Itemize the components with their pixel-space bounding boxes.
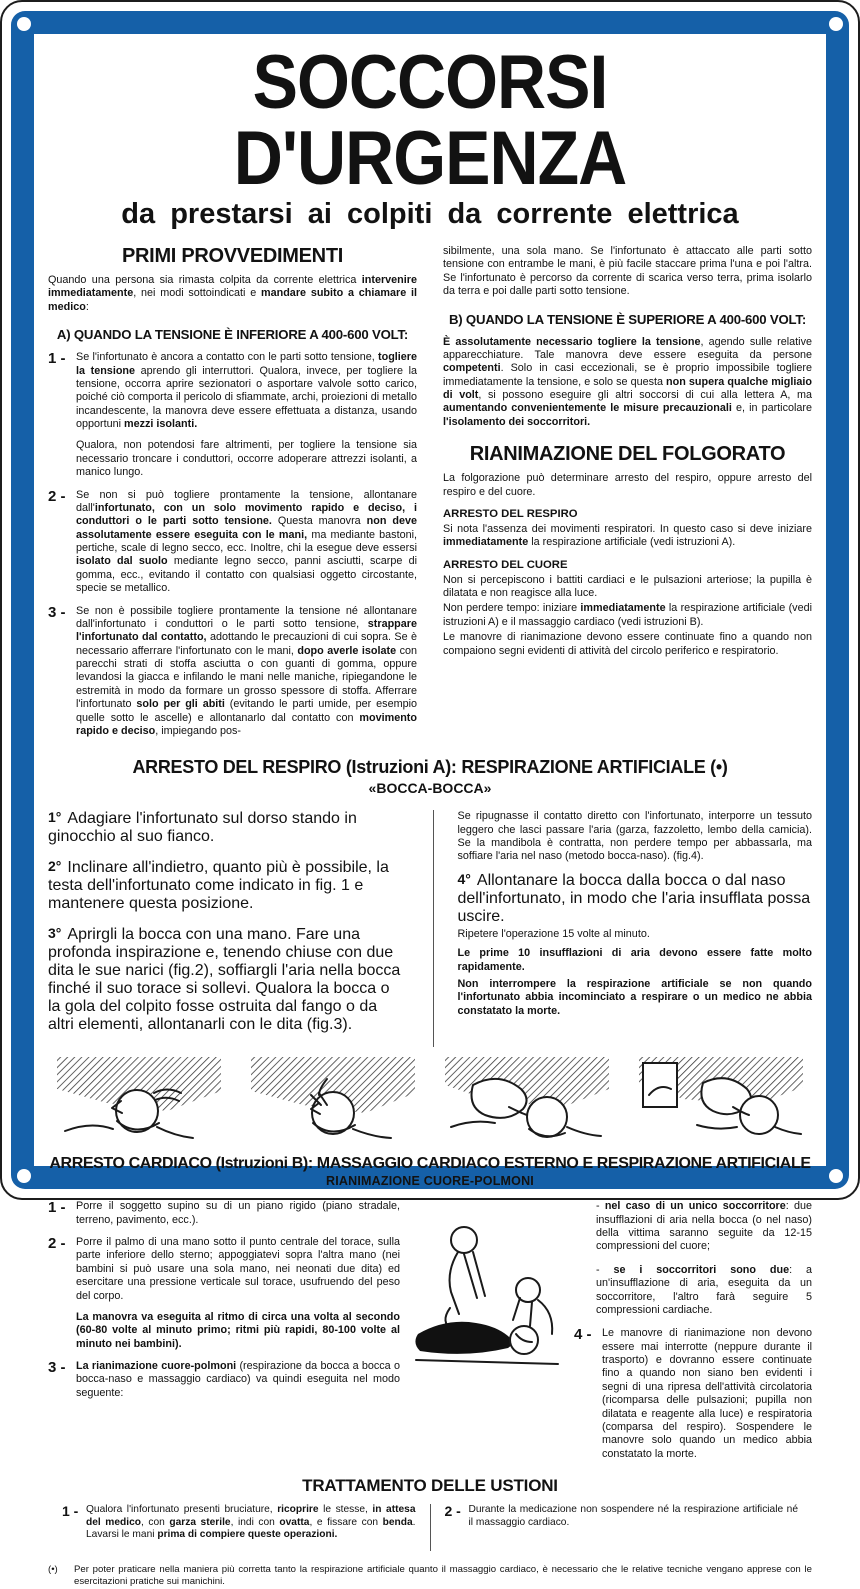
cpr-two-rescuers-illustration <box>412 1214 562 1374</box>
item-number: 4 - <box>574 1326 592 1344</box>
item-number: 1 - <box>48 1199 66 1217</box>
step-text: Ripetere l'operazione 15 volte al minuto. <box>457 927 650 940</box>
primi-provvedimenti-heading: PRIMI PROVVEDIMENTI <box>122 245 343 267</box>
figure-row <box>48 1055 812 1147</box>
ustioni-right-column <box>430 1504 813 1551</box>
item-paragraph: Qualora l'infortunato presenti bruciature, ricoprire le stesse, in attesa del medico, con garza sterile, indi con ovatta, e fissare con benda. Lavarsi le mani prima di compiere queste operazioni. <box>86 1504 416 1541</box>
item-number: 1 - <box>48 350 66 368</box>
item-paragraph: Durante la medicazione non sospendere né la respirazione artificiale né il massaggio cardiaco. <box>468 1504 798 1528</box>
figure-4-mouth-to-nose-illustration <box>637 1055 805 1147</box>
respirazione-right-intro: Se ripugnasse il contatto diretto con l'infortunato, interporre un tessuto leggero che lasci passare l'aria (garza, fazzoletto, lembo della camicia). Se la mandibola è contratta, non perdere tempo per abbassarla, ma soffiare l'aria nel naso (metodo bocca-naso). (fig.4). <box>457 810 812 863</box>
section-a-heading: A) QUANDO LA TENSIONE È INFERIORE A 400-600 VOLT: <box>56 327 409 343</box>
arresto-respiro-paragraph: Si nota l'assenza dei movimenti respiratori. In questo caso si deve iniziare immediatamente la respirazione artificiale (vedi istruzioni A). <box>443 522 812 549</box>
list-item <box>574 1327 812 1461</box>
bold-note: Non interrompere la respirazione artificiale se non quando l'infortunato abbia incominciato a respirare o un medico ne abbia constatato la morte. <box>457 977 812 1017</box>
arresto-cuore-paragraph: Non si percepiscono i battiti cardiaci e le pulsazioni arteriose; la pupilla è dilatata e non reagisce alla luce. <box>443 573 812 599</box>
arresto-cuore-subheading: ARRESTO DEL CUORE <box>443 558 568 571</box>
poster-subtitle: da prestarsi ai colpiti da corrente elettrica <box>121 198 739 230</box>
step-text: Allontanare la bocca dalla bocca o dal naso dell'infortunato, in modo che l'aria insufflata possa uscire. <box>457 871 811 925</box>
arresto-cuore-paragraph: Non perdere tempo: iniziare immediatamente la respirazione artificiale (vedi istruzioni A) e il massaggio cardiaco (vedi istruzioni B). <box>443 602 812 628</box>
top-right-column <box>443 245 812 747</box>
item-number: 3 - <box>48 603 66 621</box>
list-item <box>48 1236 400 1351</box>
mounting-hole-top-left <box>17 17 31 31</box>
item-number: 2 - <box>48 1235 66 1252</box>
ustioni-left-column <box>48 1504 430 1551</box>
arresto-respiro-subheading: ARRESTO DEL RESPIRO <box>443 507 578 520</box>
figure-3-mouth-to-mouth-illustration <box>443 1055 611 1147</box>
step <box>48 810 403 846</box>
footnote-marker: (•) <box>48 1563 58 1575</box>
item-paragraph: Se non si può togliere prontamente la tensione, allontanare dall'infortunato, con un solo movimento rapido e deciso, i conduttori o le parti sotto tensione. Questa manovra non deve assolutamente essere eseguita con le mani, ma mediante bastoni, pertiche, scale di legno secco, ecc. Inoltre, chi la esegue deve essersi isolato dal suolo mediante legno secco, panni asciutti, scarpe di gomma, ecc., evitando il contatto con qualsiasi oggetto circostante, specie se metallico. <box>76 488 417 595</box>
rianimazione-folgorato-heading: RIANIMAZIONE DEL FOLGORATO <box>469 443 786 466</box>
mounting-hole-bottom-left <box>17 1169 31 1183</box>
list-item <box>445 1504 799 1529</box>
list-item <box>48 351 417 479</box>
poster-content <box>48 38 812 1588</box>
top-left-column <box>48 245 417 747</box>
cardiaco-left-column <box>48 1200 400 1470</box>
step-number: 2° <box>48 858 62 875</box>
list-item <box>48 489 417 596</box>
item-paragraph: Se non è possibile togliere prontamente la tensione né allontanare dall'infortunato i conduttori o le parti sotto tensione, strappare l'infortunato dal contatto, adottando le precauzioni di cui sopra. Se è necessario afferrare l'infortunato con le mani, dopo averle isolate con parecchi strati di stoffa asciutta o con guanti di gomma, oppure levandosi la giacca e infilando le mani nelle maniche, ripiegandone le estremità in modo da formare un grosso spessore di stoffa. Afferrare l'infortunato solo per gli abiti (evitando le parti umide, per esempio quelle sotto le ascelle) e allontanarlo dal contatto con movimento rapido e deciso, impiegando pos- <box>76 604 418 737</box>
mounting-hole-bottom-right <box>829 1169 843 1183</box>
item-paragraph: Porre il soggetto supino su di un piano rigido (piano stradale, terreno, pavimento, ecc.). <box>76 1200 400 1226</box>
rianimazione-cuore-polmoni-subheading: RIANIMAZIONE CUORE-POLMONI <box>326 1174 534 1189</box>
item-number: 2 - <box>48 487 66 505</box>
trattamento-ustioni-heading: TRATTAMENTO DELLE USTIONI <box>302 1476 558 1495</box>
section-b-heading: B) QUANDO LA TENSIONE È SUPERIORE A 400-600 VOLT: <box>448 311 807 327</box>
step <box>48 926 403 1034</box>
item-number: 3 - <box>48 1359 66 1376</box>
mounting-hole-top-right <box>829 17 843 31</box>
item-paragraph: Porre il palmo di una mano sotto il punto centrale del torace, sulla parte inferiore dello sterno; appoggiatevi sopra l'altra mano (nei bambini si può usare una sola mano, nei neonati due dita) ed esercitare una pressione verticale sul torace, usufruendo del peso del corpo. <box>76 1236 400 1302</box>
arresto-cardiaco-heading: ARRESTO CARDIACO (Istruzioni B): MASSAGGIO CARDIACO ESTERNO E RESPIRAZIONE ARTIFICIALE <box>49 1155 811 1173</box>
step-text: Adagiare l'infortunato sul dorso stando in ginocchio al suo fianco. <box>48 810 357 846</box>
item-paragraph: Se l'infortunato è ancora a contatto con le parti sotto tensione, togliere la tensione aprendo gli interruttori. Qualora, invece, per togliere la tensione, occorra aprire sezionatori o asportare valvole sotto carico, poiché ciò comporta il pericolo di sfiammate, archi, proiezioni di metallo incandescente, la manovra deve essere effettuata a distanza, usando opportuni mezzi isolanti. <box>76 351 417 430</box>
item-paragraph-bold: La manovra va eseguita al ritmo di circa una volta al secondo (60-80 volte al minuto primo; ritmi più rapidi, 80-100 volte al minuto nei bambini). <box>76 1310 400 1350</box>
list-item <box>48 1200 400 1227</box>
primi-intro: Quando una persona sia rimasta colpita da corrente elettrica intervenire immediatamente, nei modi sottoindicati e mandare subito a chiamare il medico: <box>48 274 417 313</box>
list-item <box>62 1504 416 1542</box>
item-number: 1 - <box>62 1503 79 1519</box>
list-item <box>48 1360 400 1400</box>
cardiaco-columns <box>48 1200 812 1470</box>
step-text: Aprirgli la bocca con una mano. Fare una profonda inspirazione e, tenendo chiuse con due dita le sue narici (fig.2), soffiargli l'aria nella bocca finché il suo torace si sollevi. Qualora la bocca o la gola del colpito fosse ostruita dal fango o da altri elementi, allontanarli con le dita (fig.3). <box>48 926 401 1034</box>
footnote <box>48 1564 812 1589</box>
step <box>48 859 403 913</box>
step <box>458 872 813 926</box>
item-number: 2 - <box>444 1503 461 1519</box>
arresto-cuore-paragraph: Le manovre di rianimazione devono essere continuate fino a quando non compaiono segni evidenti di attività del circolo periferico e respiratorio. <box>443 631 812 657</box>
ustioni-columns <box>48 1504 812 1551</box>
step-number: 4° <box>457 870 471 887</box>
respirazione-right-column <box>433 810 813 1047</box>
respirazione-columns <box>48 810 812 1047</box>
folgorato-intro: La folgorazione può determinare arresto del respiro, oppure arresto del respiro e del cuore. <box>443 472 812 498</box>
bold-note: Le prime 10 insufflazioni di aria devono essere fatte molto rapidamente. <box>457 947 812 973</box>
top-columns <box>48 245 812 747</box>
section-b-paragraph: È assolutamente necessario togliere la tensione, agendo sulle relative apparecchiature. Tale manovra deve essere eseguita da persone competenti. Solo in casi eccezionali, se è proprio impossibile togliere immediatamente la tensione, e solo se questa non supera qualche migliaio di volt, si possono eseguire gli altri soccorsi di cui alla lettera A, ma aumentando convenientemente le misure precauzionali e, in particolare l'isolamento dei soccorritori. <box>443 335 812 428</box>
item-paragraph: La rianimazione cuore-polmoni (respirazione da bocca a bocca o bocca-naso e massaggio cardiaco) va quindi eseguita nel modo seguente: <box>76 1360 400 1399</box>
respirazione-heading: ARRESTO DEL RESPIRO (Istruzioni A): RESPIRAZIONE ARTIFICIALE (•) <box>132 757 728 778</box>
step-number: 3° <box>48 925 62 942</box>
rescuer-case-paragraph: - se i soccorritori sono due: a un'insufflazione di aria, eseguita da un soccorritore, l'altro farà seguire 5 compressioni cardiache. <box>596 1263 812 1316</box>
cpr-illustration-container <box>412 1200 562 1470</box>
step-text: Inclinare all'indietro, quanto più è possibile, la testa dell'infortunato come indicato in fig. 1 e mantenere questa posizione. <box>48 859 389 913</box>
poster-title: SOCCORSI D'URGENZA <box>233 39 627 201</box>
list-item <box>48 605 417 739</box>
footnote-text: Per poter praticare nella maniera più corretta tanto la respirazione artificiale quanto il massaggio cardiaco, è necessario che le relative tecniche vengano apprese con le esercitazioni pratiche sui manichini. <box>74 1563 812 1588</box>
item-paragraph: Le manovre di rianimazione non devono essere mai interrotte (neppure durante il trasporto) e dovranno essere continuate fino a quando non siano ben evidenti i segni di una ripresa dell'attività circolatoria (ricomparsa delle pulsazioni; pupilla non dilatata e reagente alla luce) e respiratoria (comparsa del respiro). Sospendere le manovre solo quando un medico abbia constatato la morte. <box>602 1327 812 1460</box>
item-paragraph: Qualora, non potendosi fare altrimenti, per togliere la tensione sia necessario troncare i conduttori, occorre adoperare attrezzi isolanti, a manico lungo. <box>76 439 417 479</box>
step-number: 1° <box>48 809 62 826</box>
figure-1-head-tilt-illustration <box>55 1055 223 1147</box>
bocca-bocca-subheading: «BOCCA-BOCCA» <box>368 780 492 797</box>
rescuer-case-paragraph: - nel caso di un unico soccorritore: due insufflazioni di aria nella bocca (o nel naso) della vittima saranno seguite da 12-15 compressioni del cuore; <box>596 1200 812 1253</box>
figure-2-nose-pinch-illustration <box>249 1055 417 1147</box>
continuation-paragraph: sibilmente, una sola mano. Se l'infortunato è attaccato alle parti sotto tensione con entrambe le mani, è più facile staccare prima l'una e poi l'altra. Se l'infortunato è percorso da corrente di scarica verso terra, prima isolarlo da terra e poi dalle parti sotto tensione. <box>443 245 812 298</box>
respirazione-left-column <box>48 810 407 1047</box>
cardiaco-right-column <box>574 1200 812 1470</box>
